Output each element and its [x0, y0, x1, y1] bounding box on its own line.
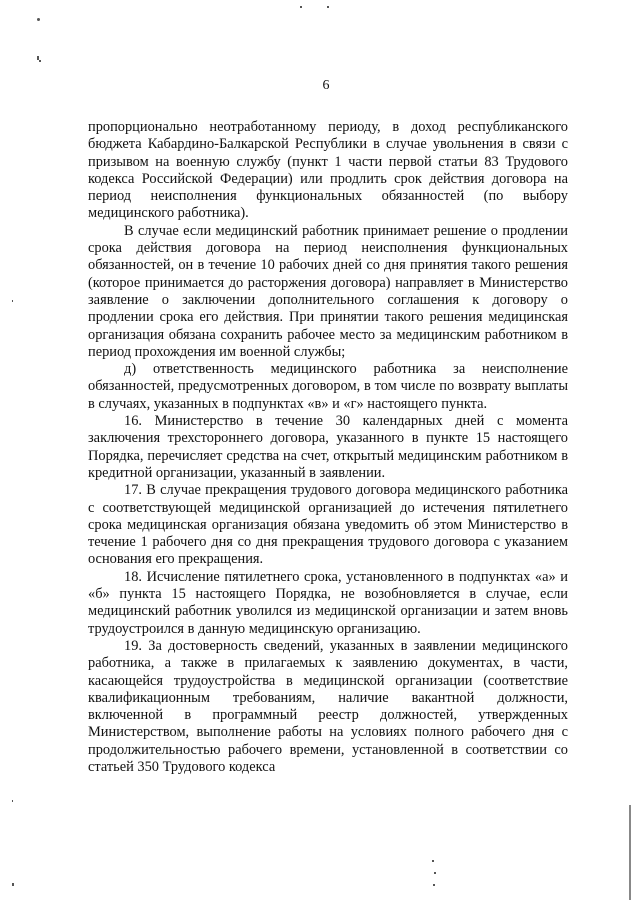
scan-speck	[432, 860, 434, 862]
page-number: 6	[322, 78, 330, 93]
scan-speck	[12, 800, 13, 802]
paragraph-extension-decision: В случае если медицинский работник принимает решение о продлении срока действия договора на период неисполнения функциональных обязанностей, он в течение 10 рабочих дней со дня принятия такого решения (которое принимается до расторжения договора) направляет в Министерство заявление о заключении дополнительного соглашения к договору о продлении срока его действия. При принятии такого решения медицинская организация обязана сохранить рабочее место за медицинским работником в период прохождения им военной службы;	[88, 222, 568, 360]
paragraph-item-17: 17. В случае прекращения трудового договора медицинского работника с соответствующей медицинской организацией до истечения пятилетнего срока медицинская организация обязана уведомить об этом Министерство в течение 1 рабочего дня со дня прекращения трудового договора с указанием основания его прекращения.	[88, 482, 568, 568]
scan-speck	[39, 60, 41, 62]
scan-speck	[12, 300, 13, 302]
scan-speck	[327, 6, 329, 8]
paragraph-item-18: 18. Исчисление пятилетнего срока, установленного в подпунктах «а» и «б» пункта 15 настоящего Порядка, не возобновляется в случае, если медицинский работник уволился из медицинской организации и затем вновь трудоустроился в данную медицинскую организацию.	[88, 568, 568, 637]
scan-speck	[433, 884, 435, 886]
scan-edge-line	[629, 805, 631, 900]
scan-speck	[12, 883, 14, 886]
paragraph-continuation: пропорционально неотработанному периоду, в доход республиканского бюджета Кабардино-Балкарской Республики в случае увольнения в связи с призывом на военную службу (пункт 1 части первой статьи 83 Трудового кодекса Российской Федерации) или продлить срок действия договора на период неисполнения функциональных обязанностей (по выбору медицинского работника).	[88, 119, 568, 222]
paragraph-item-19: 19. За достоверность сведений, указанных в заявлении медицинского работника, а также в прилагаемых к заявлению документах, в части, касающейся трудоустройства в медицинской организации (соответствие квалификационным требованиям, наличие вакантной должности, включенной в программный реестр должностей, утвержденных Министерством, выполнение работы на условиях полного рабочего дня с продолжительностью рабочего времени, установленной в соответствии со статьей 350 Трудового кодекса	[88, 637, 568, 775]
document-body	[88, 119, 568, 776]
paragraph-item-16: 16. Министерство в течение 30 календарных дней с момента заключения трехстороннего договора, указанного в пункте 15 настоящего Порядка, перечисляет средства на счет, открытый медицинским работником в кредитной организации, указанный в заявлении.	[88, 413, 568, 481]
scan-speck	[37, 18, 40, 21]
scan-speck	[300, 6, 302, 8]
scan-speck	[434, 872, 436, 874]
paragraph-subitem-d: д) ответственность медицинского работника за неисполнение обязанностей, предусмотренных договором, в том числе по возврату выплаты в случаях, указанных в подпунктах «в» и «г» настоящего пункта.	[88, 361, 568, 412]
